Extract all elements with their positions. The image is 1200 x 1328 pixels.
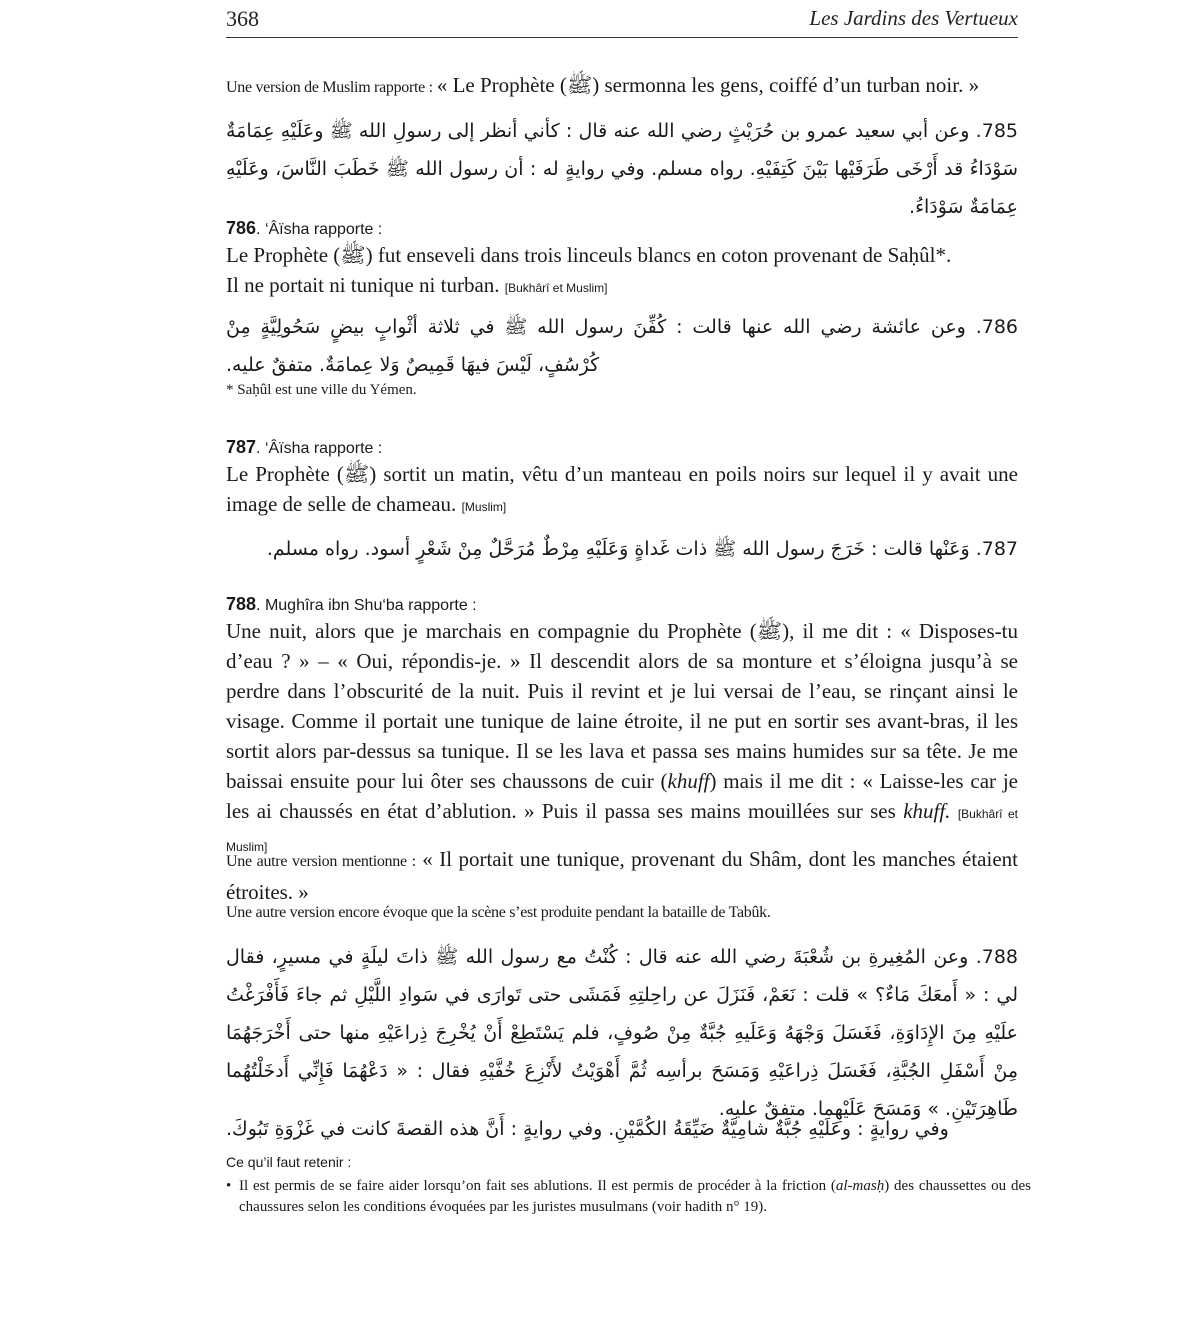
hadith-788-translation (226, 616, 1018, 862)
footnote: * Saḥûl est une ville du Yémen. (226, 382, 417, 398)
hadith-788-arabic-variant: وفي روايةٍ : وعَلَيْهِ جُبَّةٌ شامِيَّةٌ ضَيِّقَةُ الكُمَّيْنِ. وفي روايةٍ : أَنَّ هذه القصةَ كانت في غَزْوَةِ تَبُوكَ. (226, 1118, 949, 1140)
hadith-788-arabic: 788. وعن المُغِيرةِ بن شُعْبَةَ رضي الله عنه قال : كُنْتُ مع رسول الله ﷺ ذاتَ ليلَةٍ في مسيرٍ، فقال لي : « أَمعَكَ مَاءٌ؟ » قلت : نَعَمْ، فَنَزَلَ عن راحِلتِهِ فَمَشَى حتى تَوارَى في سَوادِ اللَّيْلِ ثم جاءَ فَأَفْرَغْتُ علَيْهِ مِنَ الإِدَاوَةِ، فَغَسَلَ وَجْهَهُ وَعَلَيهِ جُبَّةٌ مِنْ صُوفٍ، فلم يَسْتَطِعْ أَنْ يُخْرِجَ ذِراعَيْهِ منها حتى أَخْرَجَهُمَا مِنْ أَسْفَلِ الجُبَّةِ، فَغَسَلَ ذِراعَيْهِ وَمَسَحَ برأسِه ثُمَّ أَهْوَيْتُ لأَنْزِعَ خُفَّيْهِ فقال : « دَعْهُمَا فَإِنِّي أَدخَلْتُهُما طَاهِرَتَيْنِ. » وَمَسَحَ عَلَيْهِما. متفقٌ عليه. (226, 946, 1018, 1120)
book-page (226, 0, 1031, 1215)
translation-text: ) mais il me dit : « Laisse-les car je les ai chaussés en état d’ablution. » Puis il passa ses mains mouillées sur ses (226, 769, 1018, 823)
variant-lead: Une autre version mentionne : (226, 853, 416, 870)
hadith-787-heading (226, 436, 1018, 460)
hadith-source: [Bukhârî et Muslim] (504, 281, 608, 295)
running-title: Les Jardins des Vertueux (809, 6, 1018, 30)
hadith-786-arabic: 786. وعن عائشة رضي الله عنها قالت : كُفِّنَ رسول الله ﷺ في ثلاثة أثْوابٍ بيضٍ سَحُولِيَّةٍ مِنْ كُرْسُفٍ، لَيْسَ فيهَا قَمِيصٌ وَلا عِمامَةٌ. متفقٌ عليه. (226, 316, 1018, 376)
hadith-source: [Muslim] (461, 500, 507, 514)
hadith-788-heading (226, 593, 1018, 617)
translation-line (226, 270, 1018, 303)
hadith-788-variant-1 (226, 844, 1018, 907)
hadith-788-variant-2: Une autre version encore évoque que la scène s’est produite pendant la bataille de Tabûk. (226, 904, 771, 921)
translation-text: Une nuit, alors que je marchais en compagnie du Prophète (ﷺ), il me dit : « Disposes-tu d’eau ? » – « Oui, répondis-je. » Il descendit alors de sa monture et s’éloigna jusqu’à se perdre dans l’obscurité de la nuit. Puis il revint et je lui versai de l’eau, se rinçant ainsi le visage. Comme il portait une tunique de laine étroite, il ne put en sortir ses avant-bras, il les sortit alors par-dessus sa tunique. Il se les lava et passa ses mains humides sur sa tête. Je me baissai ensuite pour lui ôter ses chaussons de cuir ( (226, 619, 1018, 793)
hadith-787-translation (226, 459, 1018, 522)
translation-text: Le Prophète (ﷺ) sortit un matin, vêtu d’un manteau en poils noirs sur lequel il y avait une image de selle de chameau. (226, 462, 1018, 516)
variant-lead: Une version de Muslim rapporte : (226, 79, 433, 96)
hadith-number: 786 (226, 218, 257, 238)
hadith-source: [Bukhârî et Muslim] (226, 807, 1018, 854)
retain-title: Ce qu’il faut retenir : (226, 1154, 352, 1170)
retain-text: Il est permis de se faire aider lorsqu’on fait ses ablutions. Il est permis de procéder à la friction ( (239, 1178, 836, 1194)
term-khuff: khuff (667, 769, 710, 793)
retain-text: ) des chaussettes ou des chaussures selon les conditions évoquées par les juristes musulmans (voir hadith n° 19). (239, 1178, 1031, 1215)
translation-text: Il ne portait ni tunique ni turban. (226, 273, 500, 297)
hadith-narrator: . Mughîra ibn Shu‘ba rapporte : (256, 597, 477, 614)
header-rule (226, 37, 1018, 38)
retain-item (226, 1176, 1031, 1218)
variant-text: « Le Prophète (ﷺ) sermonna les gens, coiffé d’un turban noir. » (436, 73, 980, 97)
term-al-mash: al-masḥ (835, 1178, 885, 1194)
hadith-786-heading (226, 217, 1018, 241)
hadith-785-arabic: 785. وعن أبي سعيد عمرو بن حُرَيْثٍ رضي الله عنه قال : كأني أنظر إلى رسولِ الله ﷺ وعَلَيْهِ عِمَامَةٌ سَوْدَاءُ قد أَرْخَى طَرَفَيْها بَيْنَ كَتِفَيْهِ. رواه مسلم. وفي روايةٍ له : أن رسول الله ﷺ خَطَبَ النَّاسَ، وعَلَيْهِ عِمَامَةٌ سَوْدَاءُ. (226, 120, 1018, 218)
hadith-785-variant (226, 72, 1018, 103)
hadith-787-arabic: 787. وَعَنْها قالت : خَرَجَ رسول الله ﷺ ذات غَداةٍ وَعَلَيْهِ مِرْطٌ مُرَحَّلٌ مِنْ شَعْرٍ أسود. رواه مسلم. (266, 538, 1018, 560)
hadith-narrator: . ‘Âïsha rapporte : (256, 221, 383, 238)
hadith-number: 788 (226, 594, 257, 614)
page-header (226, 4, 1018, 34)
page-number: 368 (226, 6, 259, 31)
hadith-786-translation (226, 240, 1018, 303)
hadith-number: 787 (226, 437, 257, 457)
translation-line: Le Prophète (ﷺ) fut enseveli dans trois linceuls blancs en coton provenant de Saḥûl*. (226, 243, 952, 267)
hadith-narrator: . ‘Âïsha rapporte : (256, 440, 383, 457)
variant-text: « Il portait une tunique, provenant du Shâm, dont les manches étaient étroites. » (226, 847, 1018, 904)
term-khuff: khuff. (903, 799, 951, 823)
bullet-icon: • (226, 1178, 232, 1194)
